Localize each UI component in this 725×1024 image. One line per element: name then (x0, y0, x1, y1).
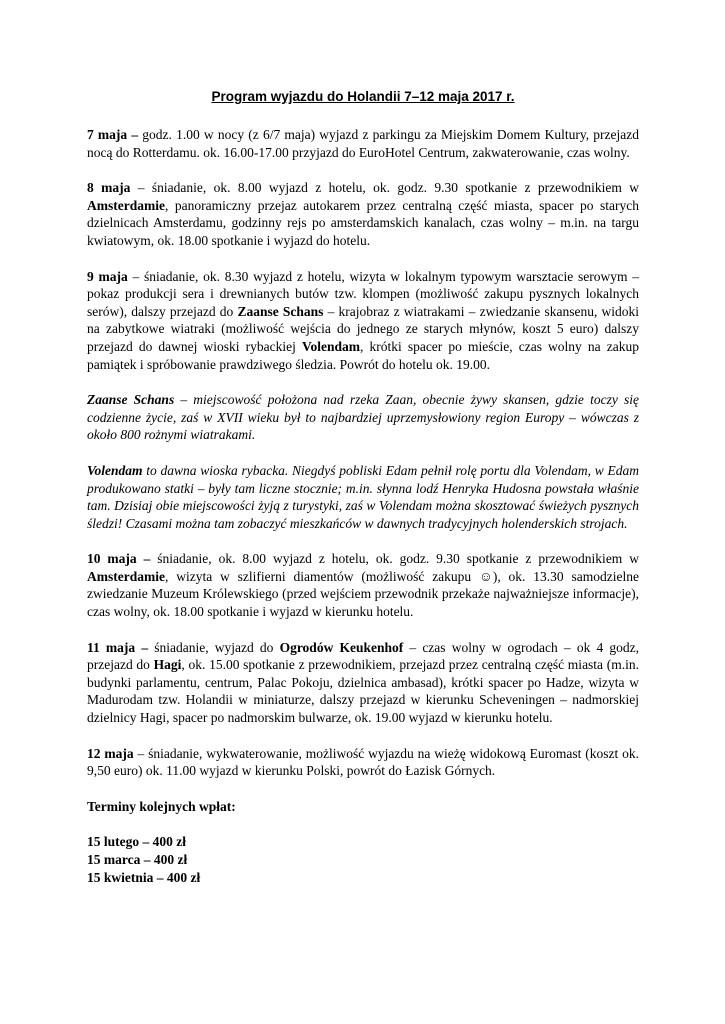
day-9-text-3: , krótki spacer po mieście, czas wolny na zakup pamiątek i spróbowanie prawdziwego śledzia. Powrót do hotelu ok. 19.00. (87, 338, 639, 372)
payment-item: 15 kwietnia – 400 zł (87, 869, 201, 885)
day-10-text-1: śniadanie, ok. 8.00 wyjazd z hotelu, ok. godz. 9.30 spotkanie z przewodnikiem w (150, 551, 639, 567)
note-volendam (87, 462, 639, 532)
day-7-text: godz. 1.00 w nocy (z 6/7 maja) wyjazd z parkingu za Miejskim Domem Kultury, przejazd nocą do Rotterdamu. ok. 16.00-17.00 przyjazd do EuroHotel Centrum, zakwaterowanie, czas wolny. (87, 127, 640, 160)
day-11-date: 11 maja – (87, 639, 149, 655)
day-10-place-amsterdam: Amsterdamie (87, 568, 165, 584)
day-12-date: 12 maja (87, 745, 134, 761)
day-8-place-amsterdam: Amsterdamie (87, 197, 165, 213)
day-11-text-3: , ok. 15.00 spotkanie z przewodnikiem, przejazd przez centralną część miasta (m.in. budynki parlamentu, centrum, Palac Pokoju, dzielnica ambasad), krótki spacer po Hadze, wizyta w Madurodam tzw. Holandii w miniaturze, dalszy przejazd w kierunku Scheveningen – nadmorskiej dzielnicy Hagi, spacer po nadmorskim bulwarze, ok. 19.00 wyjazd w kierunku hotelu. (87, 657, 640, 726)
day-9-paragraph (87, 268, 639, 374)
day-8-text-2: , panoramiczny przejaz autokarem przez centralną część miasta, spacer po starych dzielnicach Amsterdamu, godzinny rejs po amsterdamskich kanalach, czas wolny – m.in. na targu kwiatowym, ok. 18.00 spotkanie i wyjazd do hotelu. (87, 197, 639, 248)
day-9-place-zaanse-schans: Zaanse Schans (237, 303, 324, 319)
day-10-paragraph (87, 550, 639, 620)
note-zaanse-schans-text: – miejscowość położona nad rzeka Zaan, obecnie żywy skansen, gdzie toczy się codzienne życie, zaś w XVII wieku był to najbardziej uprzemysłowiony region Europy – wówczas z około 800 rożnymi wiatrakami. (87, 392, 639, 443)
day-9-place-volendam: Volendam (301, 338, 360, 354)
day-8-paragraph (87, 179, 639, 249)
day-11-text-1: śniadanie, wyjazd do (148, 639, 280, 655)
day-7-date: 7 maja – (87, 127, 139, 142)
document-page (87, 88, 639, 886)
day-11-paragraph (87, 639, 639, 727)
payments-heading: Terminy kolejnych wpłat: (87, 798, 236, 814)
day-10-text-2: , wizyta w szlifierni diamentów (możliwość zakupu ☺), ok. 13.30 samodzielne zwiedzanie Muzeum Królewskiego (przed wejściem przewodnik przekaże najważniejsze informacje), czas wolny, ok. 18.00 spotkanie i wyjazd w kierunku hotelu. (87, 568, 639, 620)
day-8-text-1: – śniadanie, ok. 8.00 wyjazd z hotelu, ok. godz. 9.30 spotkanie z przewodnikiem w (130, 180, 639, 196)
day-8-date: 8 maja (87, 180, 131, 196)
day-10-date: 10 maja – (87, 551, 151, 567)
day-11-place-haga: Hagi (153, 657, 182, 673)
payment-item: 15 marca – 400 zł (87, 852, 188, 867)
day-11-text-2: – czas wolny w ogrodach – ok 4 godz, przejazd do (87, 639, 640, 673)
day-9-date: 9 maja (87, 268, 128, 284)
page-title: Program wyjazdu do Holandii 7–12 maja 2017 r. (211, 89, 515, 104)
day-7-paragraph (87, 126, 639, 161)
note-volendam-name: Volendam (87, 462, 143, 478)
note-volendam-text: to dawna wioska rybacka. Niegdyś pobliski Edam pełnił rolę portu dla Volendam, w Edam produkowano statki – były tam liczne stocznie; m.in. słynna lodź Henryka Hudosna powstała właśnie tam. Dzisiaj obie miejscowości żyją z turystyki, zaś w Volendam można skosztować świeżych pysznych śledzi! Czasami można tam zobaczyć mieszkańców w dawnych tradycyjnych holenderskich strojach. (87, 462, 639, 531)
day-9-text-1: – śniadanie, ok. 8.30 wyjazd z hotelu, wizyta w lokalnym typowym warsztacie serowym – pokaz produkcji sera i drewnianych butów tzw. klompen (możliwość zakupu pysznych lokalnych serów), dalszy przejazd do (87, 268, 639, 319)
day-12-text: – śniadanie, wykwaterowanie, możliwość wyjazdu na wieżę widokową Euromast (koszt ok. 9,50 euro) ok. 11.00 wyjazd w kierunku Polski, powrót do Łazisk Górnych. (87, 745, 640, 779)
note-zaanse-schans (87, 391, 639, 444)
day-12-paragraph (87, 745, 639, 780)
day-9-text-2: – krajobraz z wiatrakami – zwiedzanie skansenu, widoki na zabytkowe wiatraki (możliwość wejścia do jednego ze starych młynów, koszt 5 euro) dalszy przejazd do dawnej wioski rybackiej (87, 303, 639, 354)
payments-list (87, 833, 639, 886)
payment-item: 15 lutego – 400 zł (87, 834, 186, 850)
day-11-place-keukenhof: Ogrodów Keukenhof (279, 639, 404, 655)
note-zaanse-schans-name: Zaanse Schans (87, 392, 175, 408)
